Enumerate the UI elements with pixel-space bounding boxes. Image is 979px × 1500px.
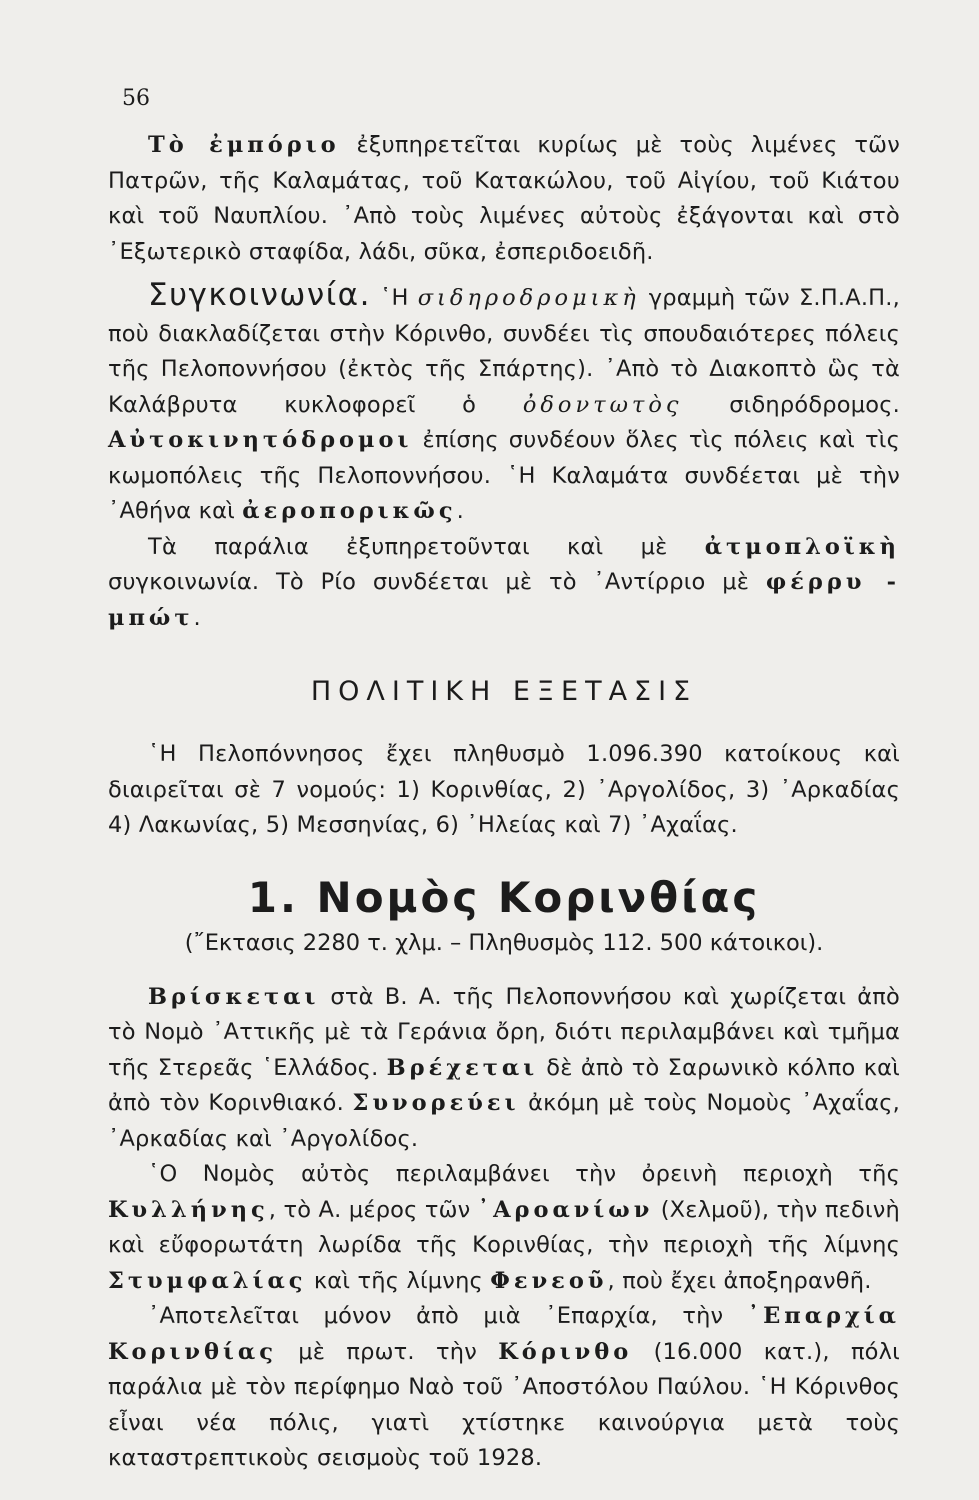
paragraph-text: (16.000 κατ.), πόλι παράλια μὲ τὸν περίφημο Ναὸ τοῦ ᾿Αποστόλου Παύλου. ῾Η Κόρινθος εἶναι νέα πόλις, γιατὶ χτίστηκε καινούργια μετὰ τοὺς καταστρεπτικοὺς σεισμοὺς τοῦ 1928. — [108, 1338, 900, 1471]
paragraph-text: , τὸ Α. μέρος τῶν — [268, 1196, 478, 1223]
paragraph-text: ᾿Αποτελεῖται μόνον ἀπὸ μιὰ ᾿Επαρχία, τὴν — [148, 1303, 748, 1329]
page-number: 56 — [122, 86, 150, 111]
paragraph-transport — [108, 278, 900, 530]
paragraph-text: καὶ τῆς λίμνης — [306, 1267, 491, 1294]
paragraph-location — [108, 980, 900, 1158]
paragraph-text: Τὰ παράλια ἐξυπηρετοῦνται καὶ μὲ — [148, 533, 705, 560]
paragraph-text: , ποὺ ἔχει ἀποξηρανθῆ. — [607, 1267, 872, 1294]
paragraph-text: δὲ ἀπὸ τὸ Σαρωνικὸ κόλπο καὶ ἀπὸ τὸν Κορινθιακό. — [108, 1054, 900, 1116]
term-aroania: ᾿Αροανίων — [477, 1196, 654, 1223]
term-stymfalia: Στυμφαλίας — [108, 1267, 307, 1294]
term-korinthos: Κόρινθο — [498, 1338, 633, 1365]
term-by-air: ἀεροπορικῶς — [242, 498, 457, 524]
paragraph-commerce — [108, 128, 900, 270]
paragraph-province — [108, 1299, 900, 1477]
paragraph-text: γραμμὴ τῶν Σ.Π.Α.Π., ποὺ διακλαδίζεται στὴν Κόρινθο, συνδέει τὶς σπουδαιότερες πόλεις τῆς Πελοποννήσου (ἐκτὸς τῆς Σπάρτης). ᾿Απὸ τὸ Διακοπτὸ ὣς τὰ Καλάβρυτα κυκλοφορεῖ ὁ — [108, 285, 901, 418]
paragraph-coastal — [108, 530, 900, 637]
paragraph-text: ἐξυπηρετεῖται κυρίως μὲ τοὺς λιμένες τῶν Πατρῶν, τῆς Καλαμάτας, τοῦ Κατακώλου, τοῦ Αἰγίου, τοῦ Κιάτου καὶ τοῦ Ναυπλίου. ᾿Απὸ τοὺς λιμένες αὐτοὺς ἐξάγονται καὶ στὸ ᾿Εξωτερικὸ σταφίδα, λάδι, σῦκα, ἐσπεριδοειδῆ. — [108, 132, 900, 265]
prefecture-subtitle: (῎Εκτασις 2280 τ. χλμ. – Πληθυσμὸς 112. 500 κάτοικοι). — [184, 929, 824, 956]
paragraph-population: ῾Η Πελοπόννησος ἔχει πληθυσμὸ 1.096.390 κατοίκους καὶ διαιρεῖται σὲ 7 νομούς: 1) Κορινθίας, 2) ᾿Αργολίδος, 3) ᾿Αρκαδίας 4) Λακωνίας, 5) Μεσσηνίας, 6) ᾿Ηλείας καὶ 7) ᾿Αχαΐας. — [108, 741, 900, 838]
paragraph-regions — [108, 1157, 900, 1299]
paragraph-text: (Χελμοῦ), τὴν πεδινὴ καὶ εὔφορωτάτη λωρίδα τῆς Κορινθίας, τὴν περιοχὴ τῆς λίμνης — [108, 1196, 900, 1258]
prefecture-title: 1. Νομὸς Κορινθίας — [247, 872, 761, 922]
term-located: Βρίσκεται — [148, 983, 320, 1010]
term-steamship: ἀτμοπλοϊκὴ — [704, 533, 900, 560]
term-province-korinthia: ᾿Επαρχία Κορινθίας — [108, 1303, 900, 1365]
paragraph-text: ἀκόμη μὲ τοὺς Νομοὺς ᾿Αχαΐας, ᾿Αρκαδίας καὶ ᾿Αργολίδος. — [108, 1090, 900, 1152]
page-content — [108, 128, 900, 1477]
paragraph-text: ἐπίσης συνδέουν ὅλες τὶς πόλεις καὶ τὶς κωμοπόλεις τῆς Πελοποννήσου. ῾Η Καλαμάτα συνδέεται μὲ τὴν ᾿Αθήνα καὶ — [108, 427, 900, 524]
paragraph-text: ῾Ο Νομὸς αὐτὸς περιλαμβάνει τὴν ὀρεινὴ περιοχὴ τῆς — [148, 1161, 900, 1187]
term-ferry-boat: φέρρυ - μπώτ — [108, 569, 901, 631]
paragraph-text: . — [456, 498, 464, 524]
paragraph-text: στὰ Β. Α. τῆς Πελοποννήσου καὶ χωρίζεται ἀπὸ τὸ Νομὸ ᾿Αττικῆς μὲ τὰ Γεράνια ὄρη, διότι περιλαμβάνει καὶ τμῆμα τῆς Στερεᾶς ῾Ελλάδος. — [108, 983, 900, 1081]
paragraph-text: . — [193, 604, 201, 631]
term-borders: Συνορεύει — [352, 1090, 520, 1116]
paragraph-text: συγκοινωνία. Τὸ Ρίο συνδέεται μὲ τὸ ᾿Αντίρριο μὲ — [108, 569, 766, 595]
paragraph-text: μὲ πρωτ. τὴν — [276, 1338, 499, 1365]
term-motorways: Αὐτοκινητόδρομοι — [108, 427, 413, 453]
subheading-transport: Συγκοινωνία. — [148, 277, 371, 313]
term-feneos: Φενεοῦ — [490, 1267, 608, 1294]
paragraph-text: σιδηρόδρομος. — [682, 391, 900, 418]
section-heading: ΠΟΛΙΤΙΚΗ ΕΞΕΤΑΣΙΣ — [310, 676, 698, 707]
term-commerce: Τὸ ἐμπόριο — [148, 132, 340, 158]
paragraph-text: ῾Η — [370, 285, 418, 311]
term-washed: Βρέχεται — [386, 1054, 539, 1081]
term-kyllini: Κυλλήνης — [108, 1196, 269, 1223]
term-railway: σιδηροδρομικὴ — [417, 285, 640, 311]
term-rack-railway: ὀδοντωτὸς — [522, 391, 683, 418]
